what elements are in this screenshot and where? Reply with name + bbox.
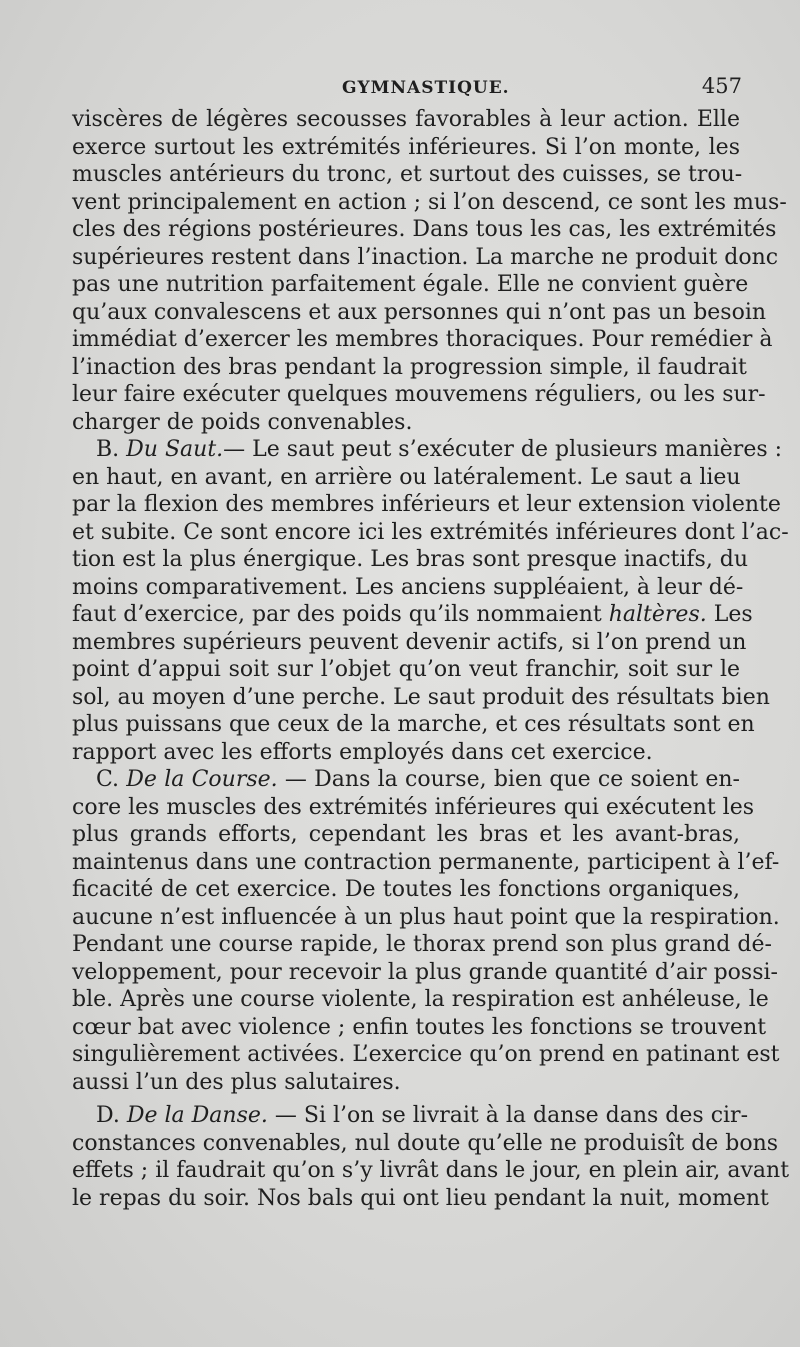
page-header xyxy=(72,74,742,104)
text-line: maintenus dans une contraction permanente, participent à l’ef- xyxy=(72,849,780,875)
text-line-with-heading xyxy=(72,436,783,464)
text-line-with-italic xyxy=(72,601,753,629)
text-line: le repas du soir. Nos bals qui ont lieu pendant la nuit, moment xyxy=(72,1185,769,1211)
text-line: cles des régions postérieures. Dans tous les cas, les extrémités xyxy=(72,217,777,242)
text-line: immédiat d’exercer les membres thoraciques. Pour remédier à xyxy=(72,327,773,352)
text-line-with-heading xyxy=(72,1102,749,1130)
text-fragment: Dans la course, bien que ce soient en- xyxy=(314,767,740,792)
text-line: supérieures restent dans l’inaction. La marche ne produit donc xyxy=(72,244,779,270)
text-line: singulièrement activées. L’exercice qu’on prend en patinant est xyxy=(72,1042,780,1067)
text-line: moins comparativement. Les anciens suppléaient, à leur dé- xyxy=(72,574,744,600)
text-line: plus grands efforts, cependant les bras et les avant-bras, xyxy=(72,822,740,847)
text-line: vent principalement en action ; si l’on descend, ce sont les mus- xyxy=(72,189,787,215)
section-label: C. xyxy=(96,767,120,792)
text-line: ficacité de cet exercice. De toutes les fonctions organiques, xyxy=(72,877,740,902)
paragraph-de-la-course xyxy=(72,766,780,1096)
text-line: veloppement, pour recevoir la plus grande quantité d’air possi- xyxy=(72,959,778,985)
text-line: cœur bat avec violence ; enfin toutes les fonctions se trouvent xyxy=(72,1014,767,1040)
body-text xyxy=(72,106,790,1212)
paragraph-marche-continuation xyxy=(72,106,787,436)
text-line: qu’aux convalescens et aux personnes qui n’ont pas un besoin xyxy=(72,299,767,325)
text-line: effets ; il faudrait qu’on s’y livrât dans le jour, en plein air, avant xyxy=(72,1158,790,1183)
heading-dash: — xyxy=(284,767,307,792)
text-line: core les muscles des extrémités inférieures qui exécutent les xyxy=(72,794,754,820)
text-line: muscles antérieurs du tronc, et surtout des cuisses, se trou- xyxy=(72,162,743,187)
section-label: B. xyxy=(96,437,120,462)
text-line: leur faire exécuter quelques mouvemens réguliers, ou les sur- xyxy=(72,382,766,407)
text-line: et subite. Ce sont encore ici les extrémités inférieures dont l’ac- xyxy=(72,519,789,545)
running-title: GYMNASTIQUE. xyxy=(342,78,510,98)
text-line: l’inaction des bras pendant la progression simple, il faudrait xyxy=(72,354,747,380)
text-fragment: Si l’on se livrait à la danse dans des cir- xyxy=(303,1103,749,1128)
text-line: plus puissans que ceux de la marche, et ces résultats sont en xyxy=(72,712,755,737)
text-fragment: faut d’exercice, par des poids qu’ils nommaient xyxy=(72,602,602,627)
text-line: exerce surtout les extrémités inférieures. Si l’on monte, les xyxy=(72,134,740,160)
text-line-with-heading xyxy=(72,766,740,794)
text-fragment: Le saut peut s’exécuter de plusieurs manières : xyxy=(252,437,783,462)
paragraph-de-la-danse xyxy=(72,1102,790,1212)
paragraph-du-saut xyxy=(72,436,789,766)
text-line: constances convenables, nul doute qu’elle ne produisît de bons xyxy=(72,1130,779,1156)
text-line: point d’appui soit sur l’objet qu’on veut franchir, soit sur le xyxy=(72,657,740,682)
section-heading: De la Course. xyxy=(126,767,278,792)
page-number: 457 xyxy=(701,74,742,98)
text-line: par la flexion des membres inférieurs et leur extension violente xyxy=(72,492,781,517)
text-line: aussi l’un des plus salutaires. xyxy=(72,1069,401,1095)
section-label: D. xyxy=(96,1103,120,1128)
text-line: tion est la plus énergique. Les bras sont presque inactifs, du xyxy=(72,547,749,572)
text-line: ble. Après une course violente, la respiration est anhéleuse, le xyxy=(72,987,769,1012)
text-line: Pendant une course rapide, le thorax prend son plus grand dé- xyxy=(72,932,772,957)
italic-term: haltères. xyxy=(608,602,707,627)
heading-dash: — xyxy=(274,1103,297,1128)
section-heading: De la Danse. xyxy=(126,1103,268,1128)
text-fragment: Les xyxy=(713,602,753,627)
text-line: viscères de légères secousses favorables à leur action. Elle xyxy=(72,107,740,132)
text-line: aucune n’est influencée à un plus haut point que la respiration. xyxy=(72,904,780,930)
heading-dash: — xyxy=(223,437,246,462)
text-line: sol, au moyen d’une perche. Le saut produit des résultats bien xyxy=(72,684,770,710)
text-line: en haut, en avant, en arrière ou latéralement. Le saut a lieu xyxy=(72,464,741,490)
section-heading: Du Saut. xyxy=(126,437,224,462)
text-line: membres supérieurs peuvent devenir actifs, si l’on prend un xyxy=(72,629,747,655)
text-line: rapport avec les efforts employés dans cet exercice. xyxy=(72,739,653,765)
text-line: charger de poids convenables. xyxy=(72,409,413,435)
text-line: pas une nutrition parfaitement égale. Elle ne convient guère xyxy=(72,272,749,297)
